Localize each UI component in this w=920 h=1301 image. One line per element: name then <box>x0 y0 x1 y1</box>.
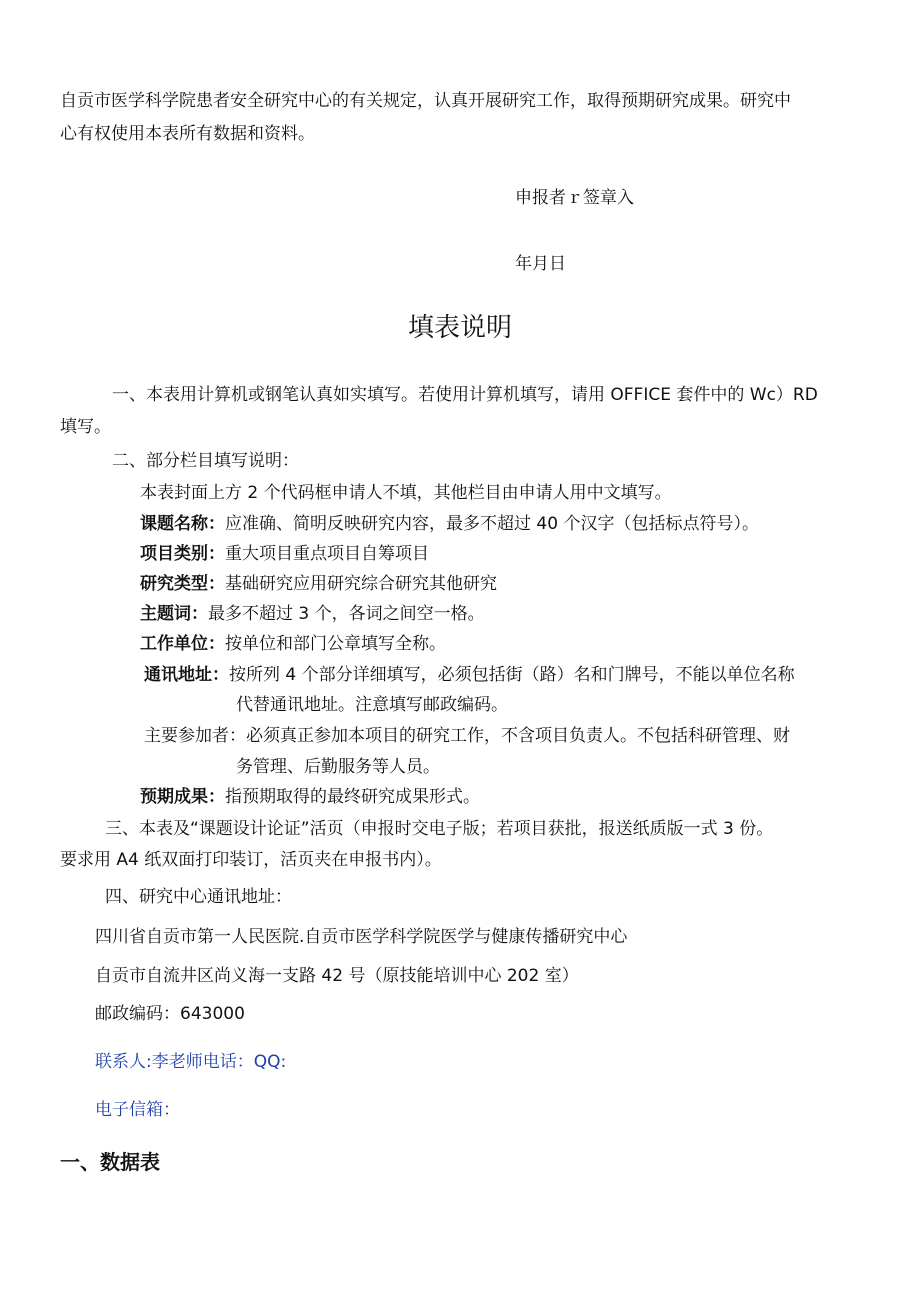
instruction-1-line-2: 填写。 <box>60 417 111 437</box>
participants-line-1: 主要参加者：必须真正参加本项目的研究工作，不含项目负责人。不包括科研管理、财 <box>144 726 790 746</box>
field-text: 最多不超过 3 个，各词之间空一格。 <box>208 604 485 624</box>
intro-line-1: 自贡市医学科学院患者安全研究中心的有关规定，认真开展研究工作，取得预期研究成果。研究中 <box>60 91 791 111</box>
field-keywords <box>140 603 485 625</box>
field-work-unit <box>140 633 446 655</box>
field-topic-name <box>140 513 759 535</box>
field-label: 课题名称： <box>140 514 225 534</box>
field-text: 基础研究应用研究综合研究其他研究 <box>225 574 497 594</box>
field-text: 按单位和部门公章填写全称。 <box>225 634 446 654</box>
field-label: 项目类别： <box>140 544 225 564</box>
field-text: 重大项目重点项目自筹项目 <box>225 544 429 564</box>
instruction-1-line-1: 一、本表用计算机或钢笔认真如实填写。若使用计算机填写，请用 OFFICE 套件中的 Wc）RD <box>112 385 818 405</box>
section-title-data-table: 一、数据表 <box>60 1150 160 1174</box>
instruction-3-line-1: 三、本表及“课题设计论证”活页（申报时交电子版；若项目获批，报送纸质版一式 3 份。 <box>105 819 774 839</box>
field-mailing-address-cont: 代替通讯地址。注意填写邮政编码。 <box>236 695 508 715</box>
field-label: 研究类型： <box>140 574 225 594</box>
contact-person: 联系人:李老师电话：QQ: <box>95 1052 287 1072</box>
contact-address-1: 四川省自贡市第一人民医院.自贡市医学科学院医学与健康传播研究中心 <box>95 927 628 947</box>
field-label: 工作单位： <box>140 634 225 654</box>
applicant-signature: 申报者ｒ签章入 <box>515 188 634 208</box>
field-text: 按所列 4 个部分详细填写，必须包括街（路）名和门牌号，不能以单位名称 <box>229 665 795 685</box>
contact-address-2: 自贡市自流井区尚义海一支路 42 号（原技能培训中心 202 室） <box>95 966 579 986</box>
participants-line-2: 务管理、后勤服务等人员。 <box>236 757 440 777</box>
field-label: 主题词： <box>140 604 208 624</box>
field-text: 指预期取得的最终研究成果形式。 <box>225 787 480 807</box>
intro-line-2: 心有权使用本表所有数据和资料。 <box>60 124 315 144</box>
contact-email: 电子信箱： <box>95 1100 180 1120</box>
field-research-type <box>140 573 497 595</box>
instruction-4-title: 四、研究中心通讯地址： <box>105 887 292 907</box>
field-label: 通讯地址： <box>144 665 229 685</box>
field-text: 应准确、简明反映研究内容，最多不超过 40 个汉字（包括标点符号）。 <box>225 514 759 534</box>
field-project-category <box>140 543 429 565</box>
field-mailing-address <box>144 664 795 686</box>
instruction-2-title: 二、部分栏目填写说明： <box>112 451 299 471</box>
page-title: 填表说明 <box>407 313 512 343</box>
instruction-3-line-2: 要求用 A4 纸双面打印装订，活页夹在申报书内）。 <box>60 850 442 870</box>
field-expected-outcome <box>140 786 480 808</box>
field-label: 预期成果： <box>140 787 225 807</box>
instruction-2-cover: 本表封面上方 2 个代码框申请人不填，其他栏目由申请人用中文填写。 <box>140 483 672 503</box>
contact-postcode: 邮政编码：643000 <box>95 1004 245 1024</box>
signature-date: 年月日 <box>515 254 566 274</box>
